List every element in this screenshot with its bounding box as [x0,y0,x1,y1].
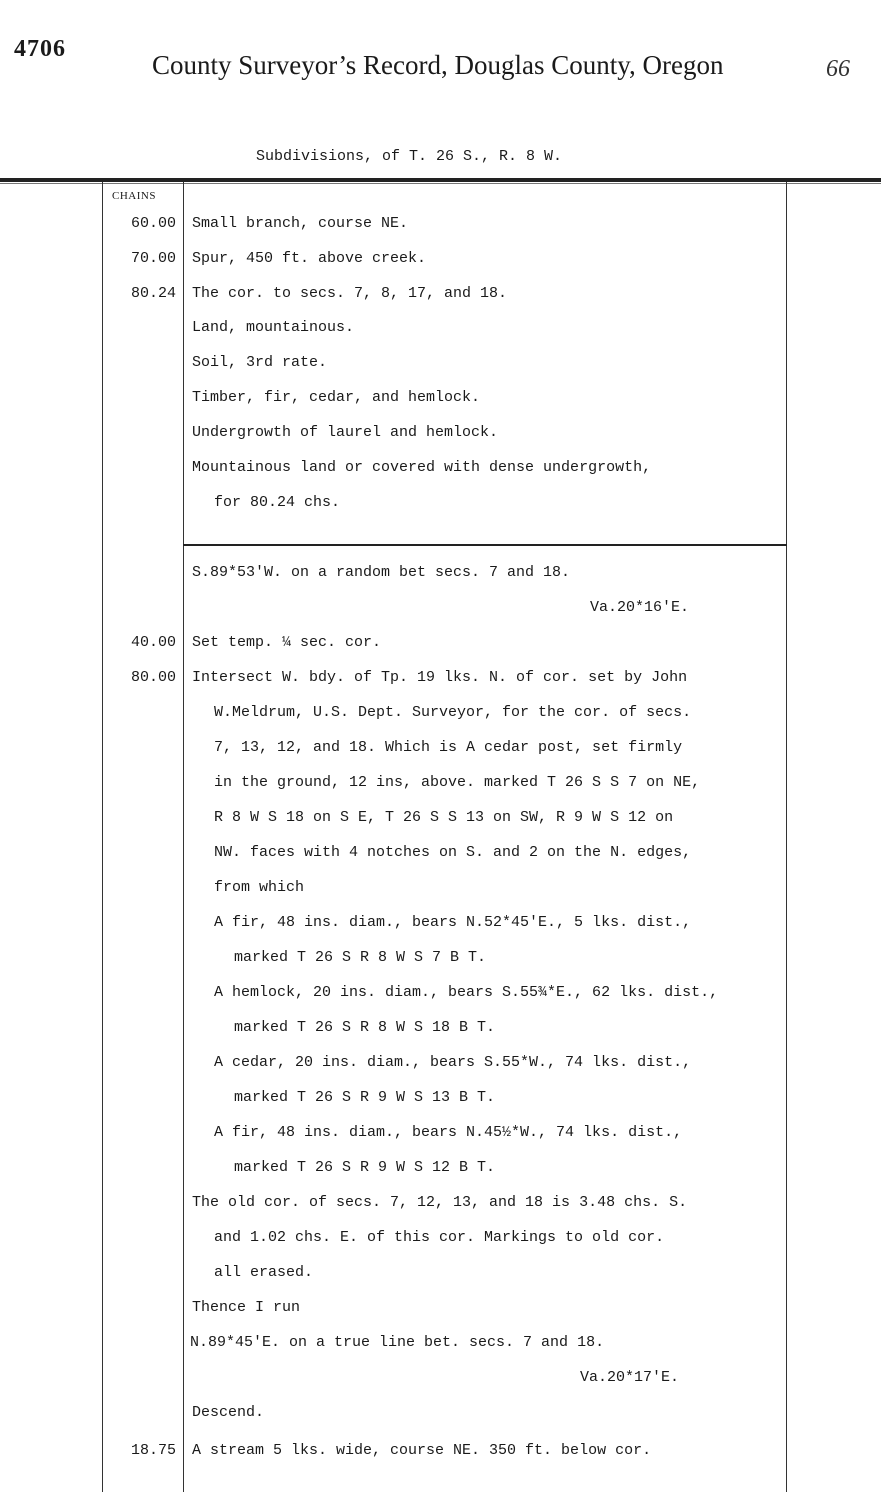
chains-column-divider [183,182,184,1492]
record-line: Soil, 3rd rate. [192,354,328,371]
bearing-tree-marking: marked T 26 S R 8 W S 7 B T. [234,949,487,966]
chain-value: 70.00 [130,250,176,267]
record-line: W.Meldrum, U.S. Dept. Surveyor, for the cor. of secs. [214,704,692,721]
chain-value: 80.24 [130,285,176,302]
variation-line: Va.20*16'E. [590,599,690,616]
record-line: Thence I run [192,1299,301,1316]
record-line: from which [214,879,305,896]
record-line: all erased. [214,1264,314,1281]
top-rule-thin [0,183,881,184]
top-rule [0,178,881,182]
bearing-tree-line: A cedar, 20 ins. diam., bears S.55*W., 74 lks. dist., [214,1054,692,1071]
record-line: 7, 13, 12, and 18. Which is A cedar post, set firmly [214,739,683,756]
chain-value: 40.00 [130,634,176,651]
record-line: Set temp. ¼ sec. cor. [192,634,382,651]
record-line: Timber, fir, cedar, and hemlock. [192,389,481,406]
handwritten-sheet-number: 66 [826,56,850,82]
bearing-tree-marking: marked T 26 S R 8 W S 18 B T. [234,1019,496,1036]
record-line: for 80.24 chs. [214,494,341,511]
page-number: 4706 [14,36,66,62]
bearing-tree-line: A fir, 48 ins. diam., bears N.45½*W., 74 lks. dist., [214,1124,683,1141]
record-line: A stream 5 lks. wide, course NE. 350 ft. below cor. [192,1442,652,1459]
record-line: Undergrowth of laurel and hemlock. [192,424,499,441]
record-line: R 8 W S 18 on S E, T 26 S S 13 on SW, R 9 W S 12 on [214,809,674,826]
table-right-border [786,182,787,1492]
record-line: Descend. [192,1404,265,1421]
page-title: County Surveyor’s Record, Douglas County, Oregon [152,50,724,80]
chain-value: 80.00 [130,669,176,686]
record-line: The cor. to secs. 7, 8, 17, and 18. [192,285,508,302]
bearing-tree-line: A hemlock, 20 ins. diam., bears S.55¾*E., 62 lks. dist., [214,984,719,1001]
section-divider [183,544,787,546]
record-line: Intersect W. bdy. of Tp. 19 lks. N. of cor. set by John [192,669,688,686]
chain-value: 60.00 [130,215,176,232]
table-left-border [102,182,103,1492]
record-line: Land, mountainous. [192,319,355,336]
bearing-tree-marking: marked T 26 S R 9 W S 13 B T. [234,1089,496,1106]
record-line: N.89*45'E. on a true line bet. secs. 7 and 18. [190,1334,605,1351]
record-line: Small branch, course NE. [192,215,409,232]
record-line: The old cor. of secs. 7, 12, 13, and 18 is 3.48 chs. S. [192,1194,688,1211]
bearing-tree-line: A fir, 48 ins. diam., bears N.52*45'E., 5 lks. dist., [214,914,692,931]
record-line: and 1.02 chs. E. of this cor. Markings to old cor. [214,1229,665,1246]
variation-line: Va.20*17'E. [580,1369,680,1386]
record-line: Spur, 450 ft. above creek. [192,250,427,267]
record-line: NW. faces with 4 notches on S. and 2 on the N. edges, [214,844,692,861]
section-subtitle: Subdivisions, of T. 26 S., R. 8 W. [256,148,563,165]
record-line: Mountainous land or covered with dense undergrowth, [192,459,652,476]
record-line: S.89*53'W. on a random bet secs. 7 and 18. [192,564,571,581]
record-line: in the ground, 12 ins, above. marked T 26 S S 7 on NE, [214,774,701,791]
chain-value: 18.75 [130,1442,176,1459]
bearing-tree-marking: marked T 26 S R 9 W S 12 B T. [234,1159,496,1176]
chains-column-header: CHAINS [112,190,156,202]
